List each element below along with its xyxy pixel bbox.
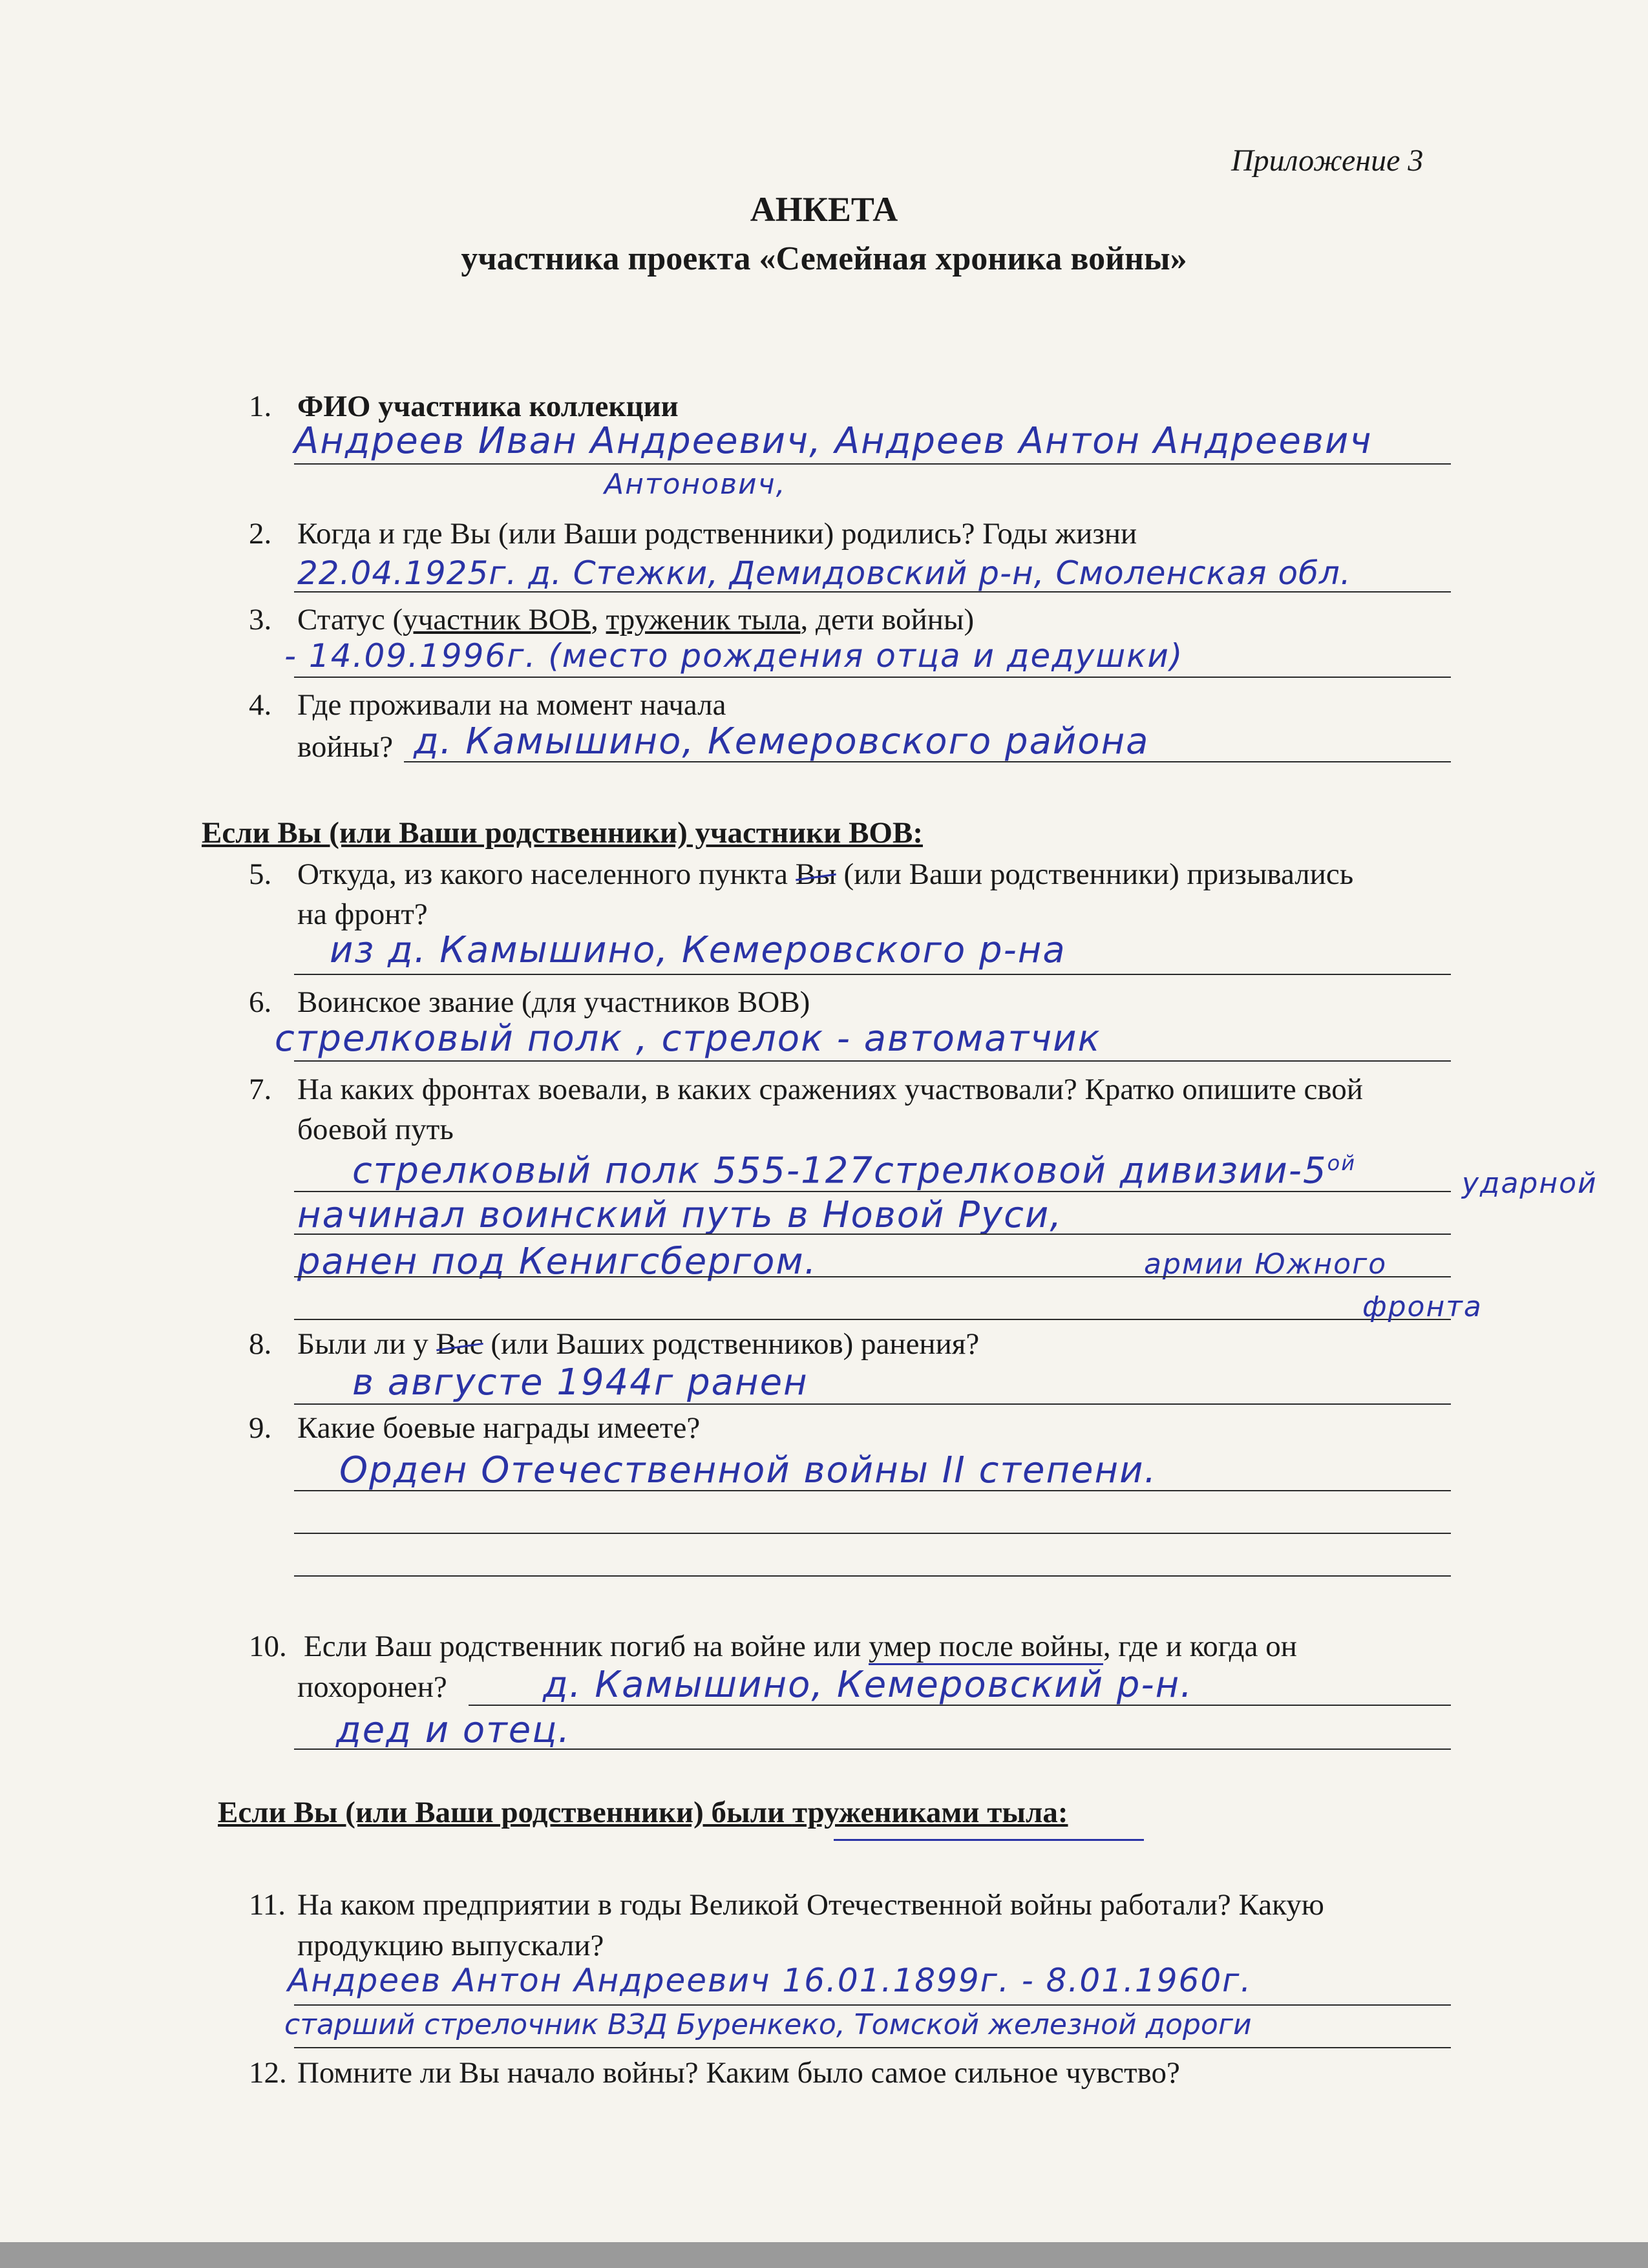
q1-answer-line1: Андреев Иван Андреевич, Андреев Антон Андреевич	[294, 420, 1373, 462]
q1-answer-line2: Антонович,	[604, 468, 787, 501]
q3-number: 3.	[249, 603, 272, 636]
q3-label-e: , дети войны)	[800, 603, 975, 636]
q7-answer-line1-tail: ударной	[1462, 1167, 1598, 1200]
q5-label-line2: на фронт?	[297, 898, 428, 931]
q9-answer-underline3	[294, 1575, 1451, 1577]
q4-label-line1: Где проживали на момент начала	[297, 688, 726, 722]
q11-label-line2: продукцию выпускали?	[297, 1929, 604, 1962]
q10-number: 10.	[249, 1630, 287, 1663]
q5-answer-underline	[294, 974, 1451, 975]
q10-label-b: умер после войны	[869, 1630, 1103, 1665]
form-subtitle: участника проекта «Семейная хроника войны»	[461, 240, 1187, 277]
q8-label-c: (или Ваших родственников) ранения?	[483, 1327, 980, 1361]
q7-number: 7.	[249, 1073, 272, 1106]
q7-answer-line1-sup: ой	[1327, 1151, 1357, 1175]
q6-number: 6.	[249, 985, 272, 1019]
q11-answer-underline2	[294, 2047, 1451, 2048]
q8-label-a: Были ли у	[297, 1327, 436, 1361]
q5-label-c: (или Ваши родственники) призывались	[836, 857, 1354, 891]
q9-number: 9.	[249, 1411, 272, 1445]
q5-label-a: Откуда, из какого населенного пункта	[297, 857, 796, 891]
appendix-label: Приложение 3	[1231, 143, 1424, 178]
q10-label-line2: похоронен?	[297, 1670, 447, 1704]
q3-label-c: ,	[591, 603, 606, 636]
q9-label: Какие боевые награды имеете?	[297, 1411, 701, 1445]
section-homefront-header	[218, 1798, 1068, 1828]
q10-answer-underline2	[294, 1748, 1451, 1750]
q10-label-c: , где и когда он	[1103, 1630, 1297, 1663]
q5-number: 5.	[249, 857, 272, 891]
q7-answer-line4: фронта	[1362, 1290, 1483, 1323]
section2-label-a: Если Вы (или Ваши родственники) были	[218, 1796, 792, 1829]
q4-number: 4.	[249, 688, 272, 722]
q10-answer-underline1	[469, 1705, 1451, 1706]
q12-number: 12.	[249, 2056, 287, 2090]
q1-label: ФИО участника коллекции	[297, 390, 679, 423]
q8-answer: в августе 1944г ранен	[352, 1361, 808, 1403]
q7-answer-line3-tail: армии Южного	[1144, 1248, 1388, 1281]
q8-answer-underline	[294, 1403, 1451, 1405]
q4-answer-underline	[404, 761, 1451, 762]
q9-answer-underline2	[294, 1533, 1451, 1534]
q7-label-line2: боевой путь	[297, 1113, 454, 1146]
q12-label: Помните ли Вы начало войны? Каким было самое сильное чувство?	[297, 2056, 1180, 2090]
q10-answer-line2: дед и отец.	[336, 1709, 571, 1751]
q6-answer: стрелковый полк , стрелок - автоматчик	[275, 1018, 1101, 1060]
q3-answer-underline	[294, 677, 1451, 678]
q3-label-a: Статус (	[297, 603, 403, 636]
q11-number: 11.	[249, 1888, 286, 1922]
q9-answer: Орден Отечественной войны II степени.	[339, 1449, 1157, 1491]
section2-label-b: тружениками тыла:	[792, 1796, 1068, 1829]
q11-label-line1: На каком предприятии в годы Великой Отечественной войны работали? Какую	[297, 1888, 1324, 1922]
q7-answer-line1-text: стрелковый полк 555-127стрелковой дивизии-5	[352, 1150, 1327, 1192]
q8-label-b: Вас	[436, 1327, 483, 1361]
q4-answer: д. Камышино, Кемеровского района	[414, 720, 1150, 762]
q5-label-b: Вы	[795, 857, 836, 891]
q4-label-line2: войны?	[297, 730, 394, 764]
q10-label-line1	[304, 1632, 1297, 1662]
q7-answer-underline4	[294, 1319, 1451, 1320]
scan-bottom-edge	[0, 2242, 1648, 2268]
q8-label	[297, 1329, 979, 1360]
q7-answer-line3: ранен под Кенигсбергом.	[297, 1241, 818, 1283]
section2-handwritten-underline	[834, 1839, 1144, 1841]
q2-label: Когда и где Вы (или Ваши родственники) родились? Годы жизни	[297, 517, 1137, 551]
q11-answer-line2: старший стрелочник ВЗД Буренкеко, Томской железной дороги	[284, 2008, 1252, 2041]
q5-answer: из д. Камышино, Кемеровского р-на	[330, 929, 1066, 971]
q1-number: 1.	[249, 390, 272, 423]
q3-answer: - 14.09.1996г. (место рождения отца и дедушки)	[284, 637, 1184, 675]
q6-answer-underline	[294, 1060, 1451, 1062]
q3-status-homefront: труженик тыла	[606, 603, 801, 636]
q10-answer-line1: д. Камышино, Кемеровский р-н.	[543, 1664, 1194, 1706]
section-participants-header: Если Вы (или Ваши родственники) участники ВОВ:	[202, 816, 923, 850]
q7-answer-underline3	[294, 1276, 1451, 1277]
q5-label-line1	[297, 859, 1353, 890]
q11-answer-line1: Андреев Антон Андреевич 16.01.1899г. - 8.01.1960г.	[288, 1962, 1252, 1999]
q7-answer-underline2	[294, 1234, 1451, 1235]
q2-answer-underline	[294, 591, 1451, 593]
q9-answer-underline1	[294, 1490, 1451, 1491]
q11-answer-underline1	[294, 2004, 1451, 2006]
q10-label-a: Если Ваш родственник погиб на войне или	[304, 1630, 869, 1663]
q7-answer-underline1	[294, 1191, 1451, 1192]
q7-answer-line1	[352, 1150, 1357, 1192]
q1-answer-underline	[294, 463, 1451, 465]
form-title: АНКЕТА	[750, 190, 898, 229]
q2-number: 2.	[249, 517, 272, 551]
q7-answer-line2: начинал воинский путь в Новой Руси,	[297, 1194, 1063, 1236]
q3-label	[297, 605, 974, 635]
q8-number: 8.	[249, 1327, 272, 1361]
q2-answer: 22.04.1925г. д. Стежки, Демидовский р-н, Смоленская обл.	[297, 554, 1351, 592]
q6-label: Воинское звание (для участников ВОВ)	[297, 985, 810, 1019]
q7-label-line1: На каких фронтах воевали, в каких сражениях участвовали? Кратко опишите свой	[297, 1073, 1363, 1106]
q3-status-participant: участник ВОВ	[403, 603, 591, 636]
